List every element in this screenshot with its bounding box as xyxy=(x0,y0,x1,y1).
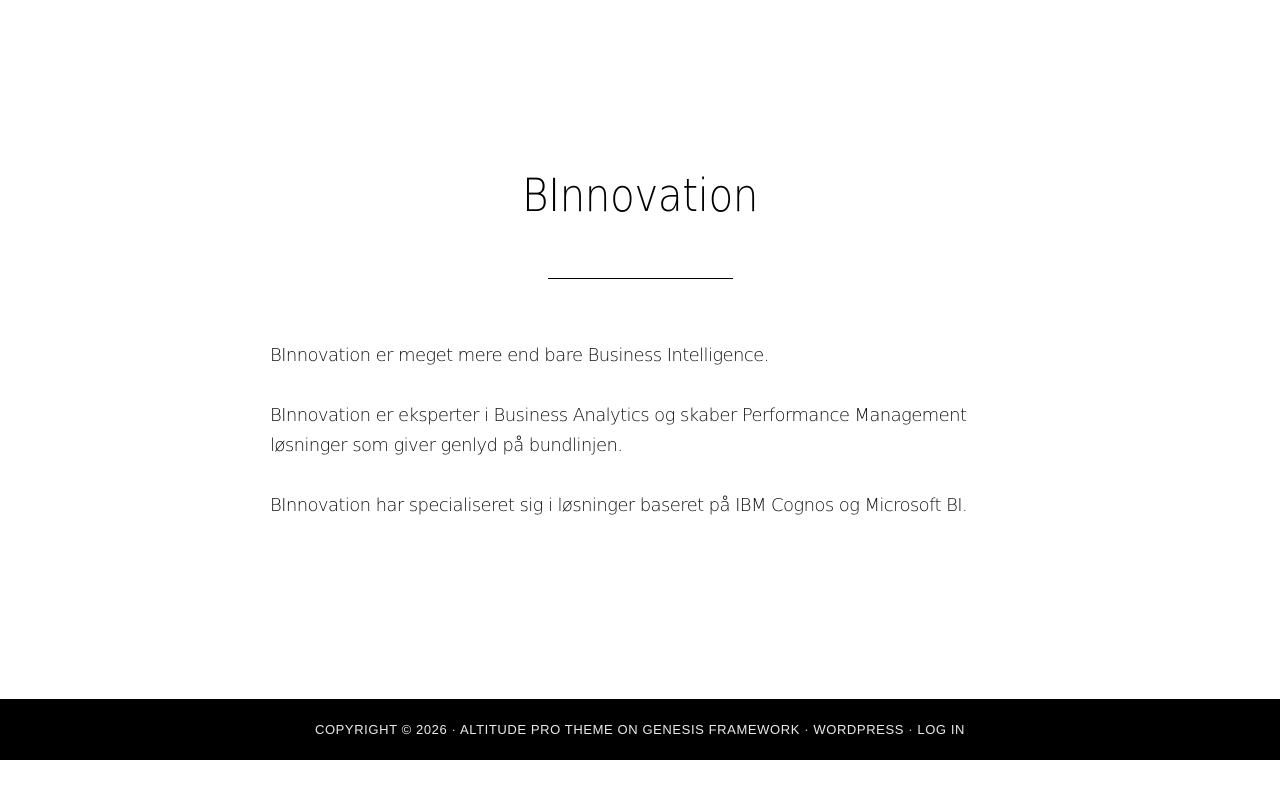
footer-separator: · xyxy=(904,722,918,737)
footer-credits xyxy=(315,722,965,737)
log-in-link[interactable]: LOG IN xyxy=(917,722,966,737)
title-divider xyxy=(548,278,733,279)
entry-content xyxy=(270,341,1010,521)
footer-copyright: COPYRIGHT © 2026 xyxy=(314,722,448,737)
page-title: BInnovation xyxy=(522,169,758,222)
wordpress-link[interactable]: WORDPRESS xyxy=(813,722,904,737)
paragraph-specialization: BInnovation har specialiseret sig i løsninger baseret på IBM Cognos og Microsoft BI. xyxy=(270,495,968,516)
main-content xyxy=(270,160,1010,551)
footer-separator: · xyxy=(447,722,460,737)
footer-on-text: ON xyxy=(613,722,643,737)
site-footer xyxy=(0,699,1280,760)
altitude-pro-theme-link[interactable]: ALTITUDE PRO THEME xyxy=(459,722,614,737)
genesis-framework-link[interactable]: GENESIS FRAMEWORK xyxy=(642,722,800,737)
footer-separator: · xyxy=(800,722,814,737)
paragraph-expertise: BInnovation er eksperter i Business Analytics og skaber Performance Management løsninger som giver genlyd på bundlinjen. xyxy=(270,405,967,456)
paragraph-intro: BInnovation er meget mere end bare Business Intelligence. xyxy=(270,345,769,366)
